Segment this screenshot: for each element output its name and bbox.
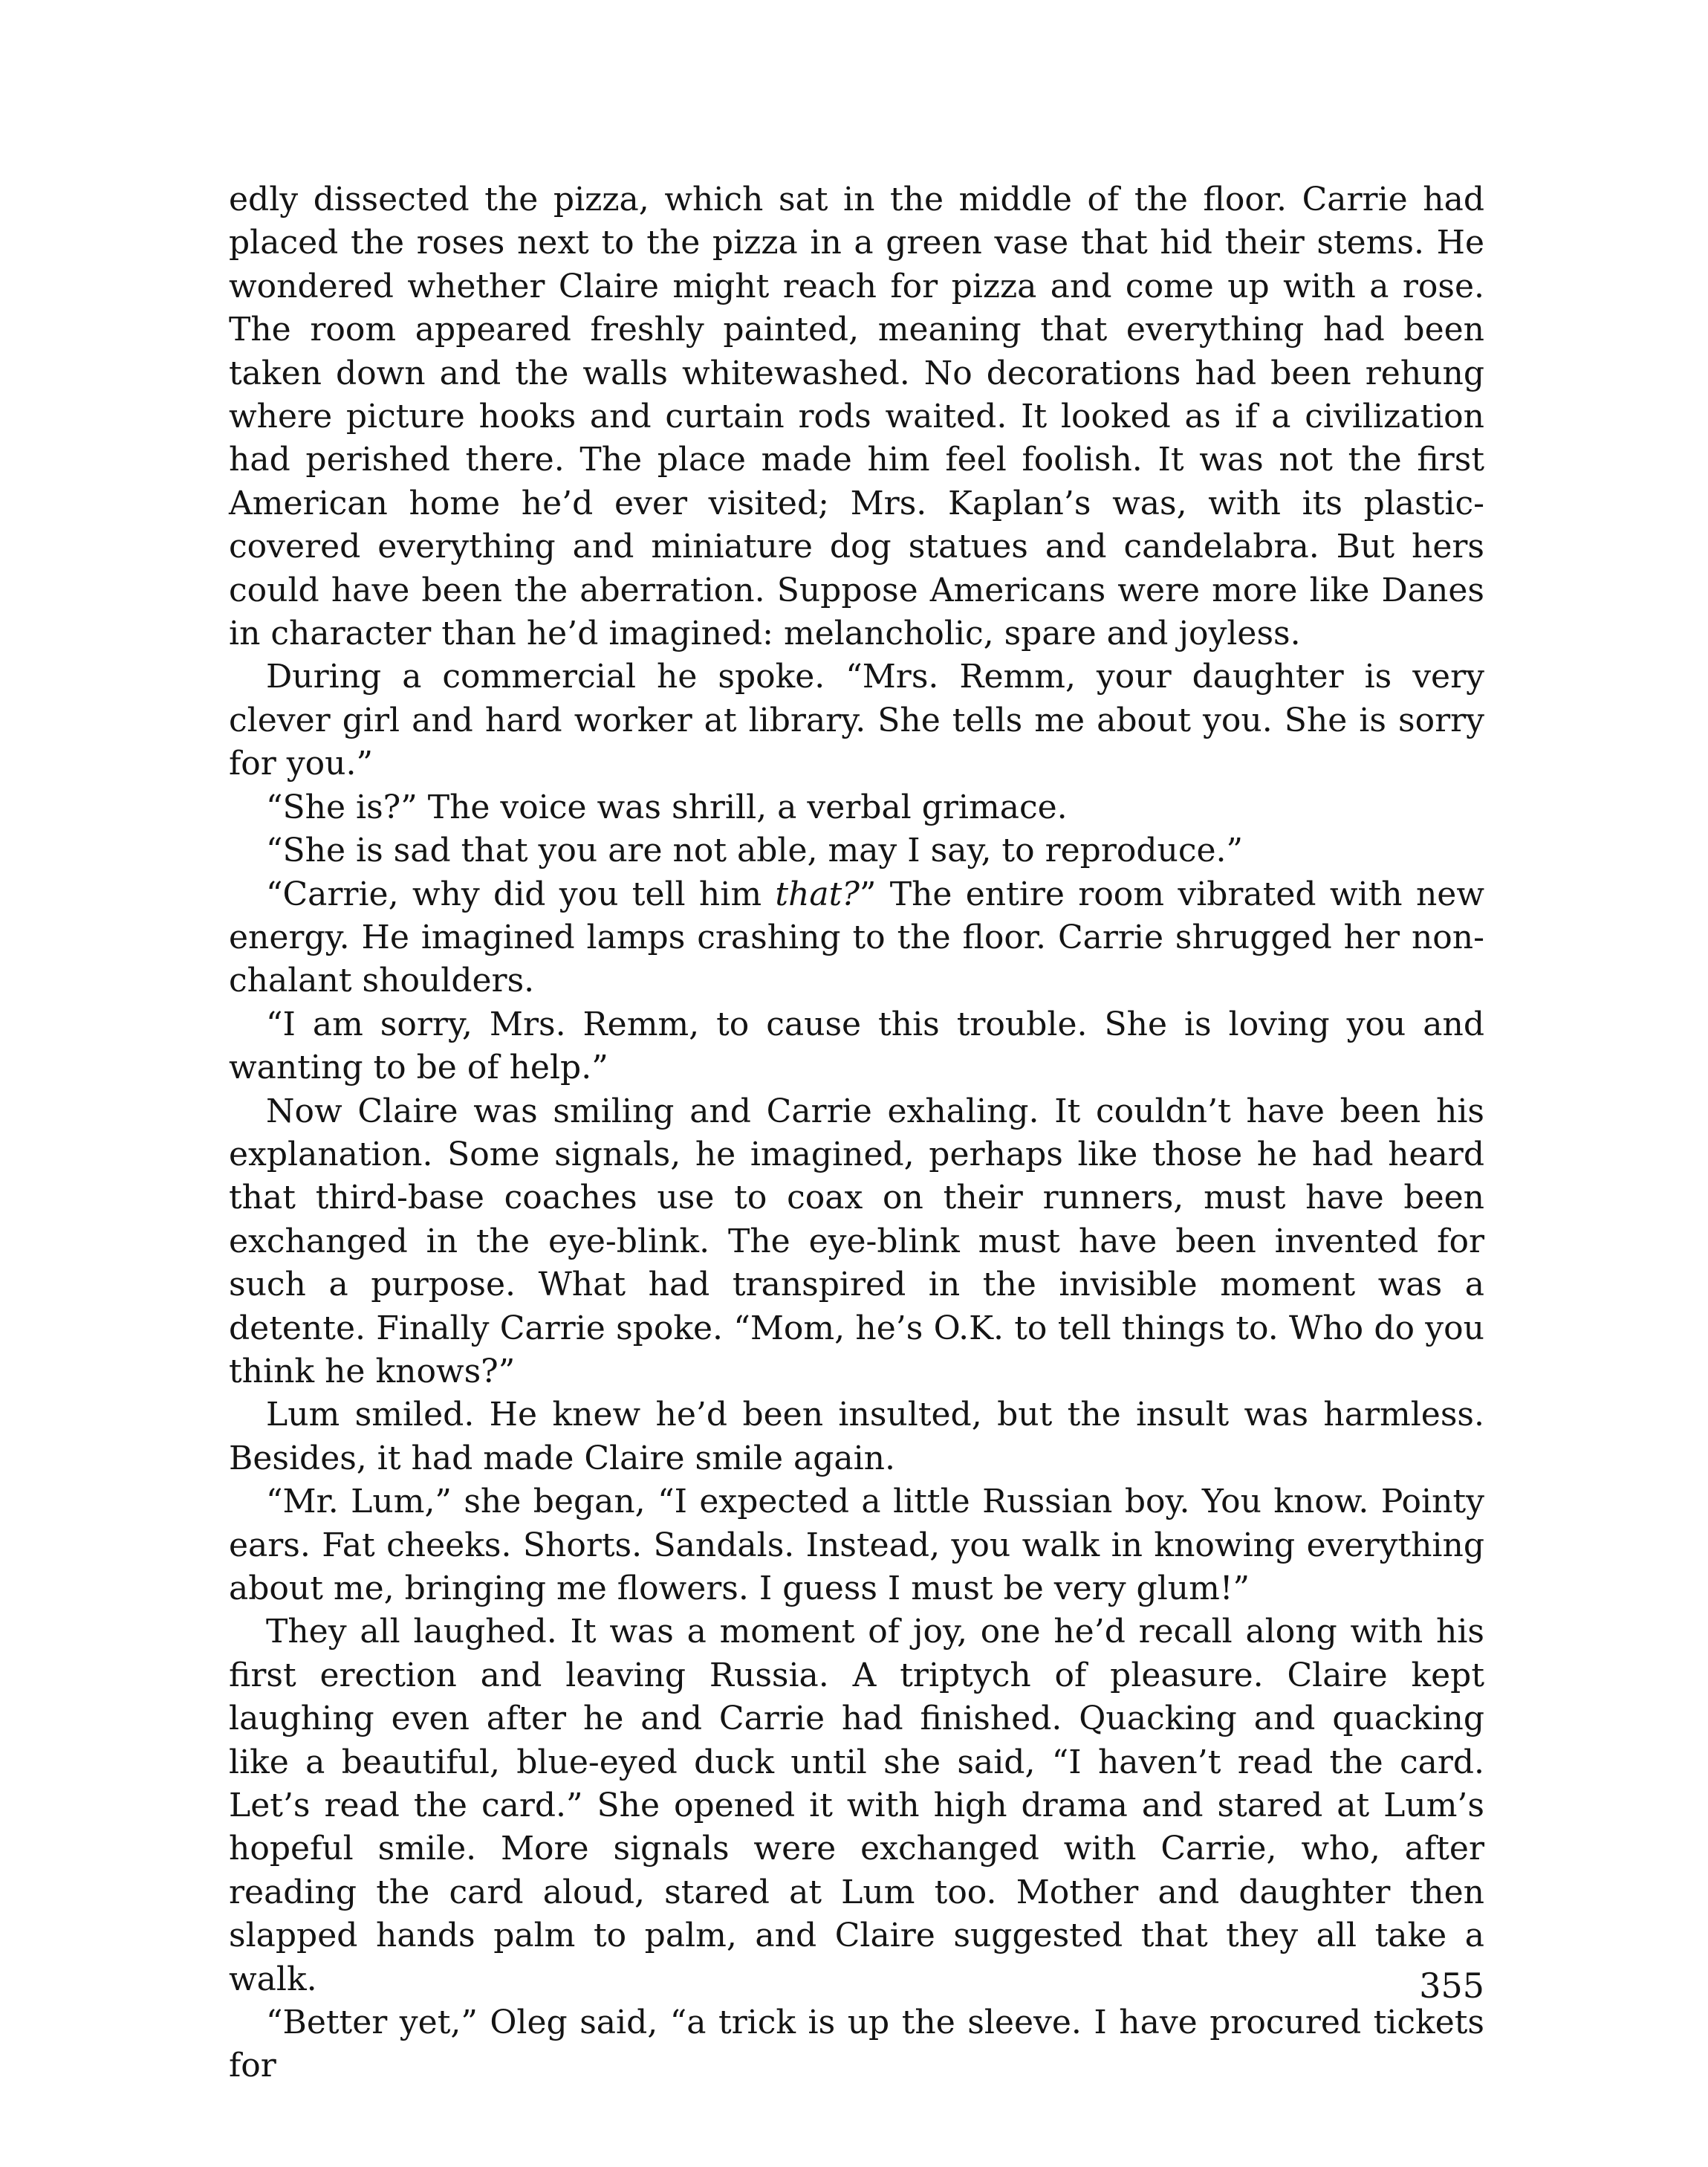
- paragraph: “Mr. Lum,” she began, “I expected a little Russian boy. You know. Pointy ears. Fat cheeks. Shorts. Sandals. Instead, you walk in knowing everything about me, bringing me flowers. I guess I must be very glum!”: [229, 1483, 1484, 1607]
- page-number: 355: [1419, 1966, 1484, 2006]
- paragraph-text: ” The entire room vibrated with new energy. He imagined lamps crashing to the floor. Carrie shrugged her nonchalant shoulders.: [229, 875, 1485, 1000]
- emphasized-word: that?: [775, 875, 860, 913]
- paragraph: “She is?” The voice was shrill, a verbal grimace.: [266, 788, 1068, 826]
- paragraph: “I am sorry, Mrs. Remm, to cause this trouble. She is loving you and wanting to be of help.”: [229, 1005, 1484, 1087]
- body-text: [229, 178, 1484, 2088]
- paragraph: Now Claire was smiling and Carrie exhaling. It couldn’t have been his explanation. Some signals, he imagined, perhaps like those he had heard that third-base coaches use to coax on their runners, must have been exchanged in the eye-blink. The eye-blink must have been invented for such a purpose. What had transpired in the invisible moment was a detente. Finally Carrie spoke. “Mom, he’s O.K. to tell things to. Who do you think he knows?”: [229, 1092, 1484, 1390]
- paragraph: [229, 873, 1484, 1003]
- paragraph-text: “Carrie, why did you tell him: [266, 875, 776, 913]
- paragraph: During a commercial he spoke. “Mrs. Remm, your daughter is very clever girl and hard worker at library. She tells me about you. She is sorry for you.”: [229, 658, 1484, 783]
- paragraph-continues: “Better yet,” Oleg said, “a trick is up the sleeve. I have procured tickets for: [229, 2004, 1484, 2085]
- paragraph: Lum smiled. He knew he’d been insulted, but the insult was harmless. Besides, it had made Claire smile again.: [229, 1396, 1484, 1477]
- paragraph: “She is sad that you are not able, may I say, to reproduce.”: [266, 832, 1244, 870]
- paragraph-continued: edly dissected the pizza, which sat in the middle of the floor. Carrie had placed the roses next to the pizza in a green vase that hid their stems. He wondered whether Claire might reach for pizza and come up with a rose. The room appeared freshly painted, meaning that everything had been taken down and the walls whitewashed. No decorations had been rehung where picture hooks and curtain rods waited. It looked as if a civilization had perished there. The place made him feel foolish. It was not the first American home he’d ever visited; Mrs. Kaplan’s was, with its plastic-covered everything and miniature dog statues and candelabra. But hers could have been the aberration. Suppose Americans were more like Danes in character than he’d imagined: melancholic, spare and joyless.: [229, 181, 1484, 653]
- paragraph: They all laughed. It was a moment of joy, one he’d recall along with his first erection and leaving Russia. A triptych of pleasure. Claire kept laughing even after he and Carrie had finished. Quacking and quacking like a beautiful, blue-eyed duck until she said, “I haven’t read the card. Let’s read the card.” She opened it with high drama and stared at Lum’s hopeful smile. More signals were exchanged with Carrie, who, after reading the card aloud, stared at Lum too. Mother and daughter then slapped hands palm to palm, and Claire suggested that they all take a walk.: [229, 1613, 1484, 1998]
